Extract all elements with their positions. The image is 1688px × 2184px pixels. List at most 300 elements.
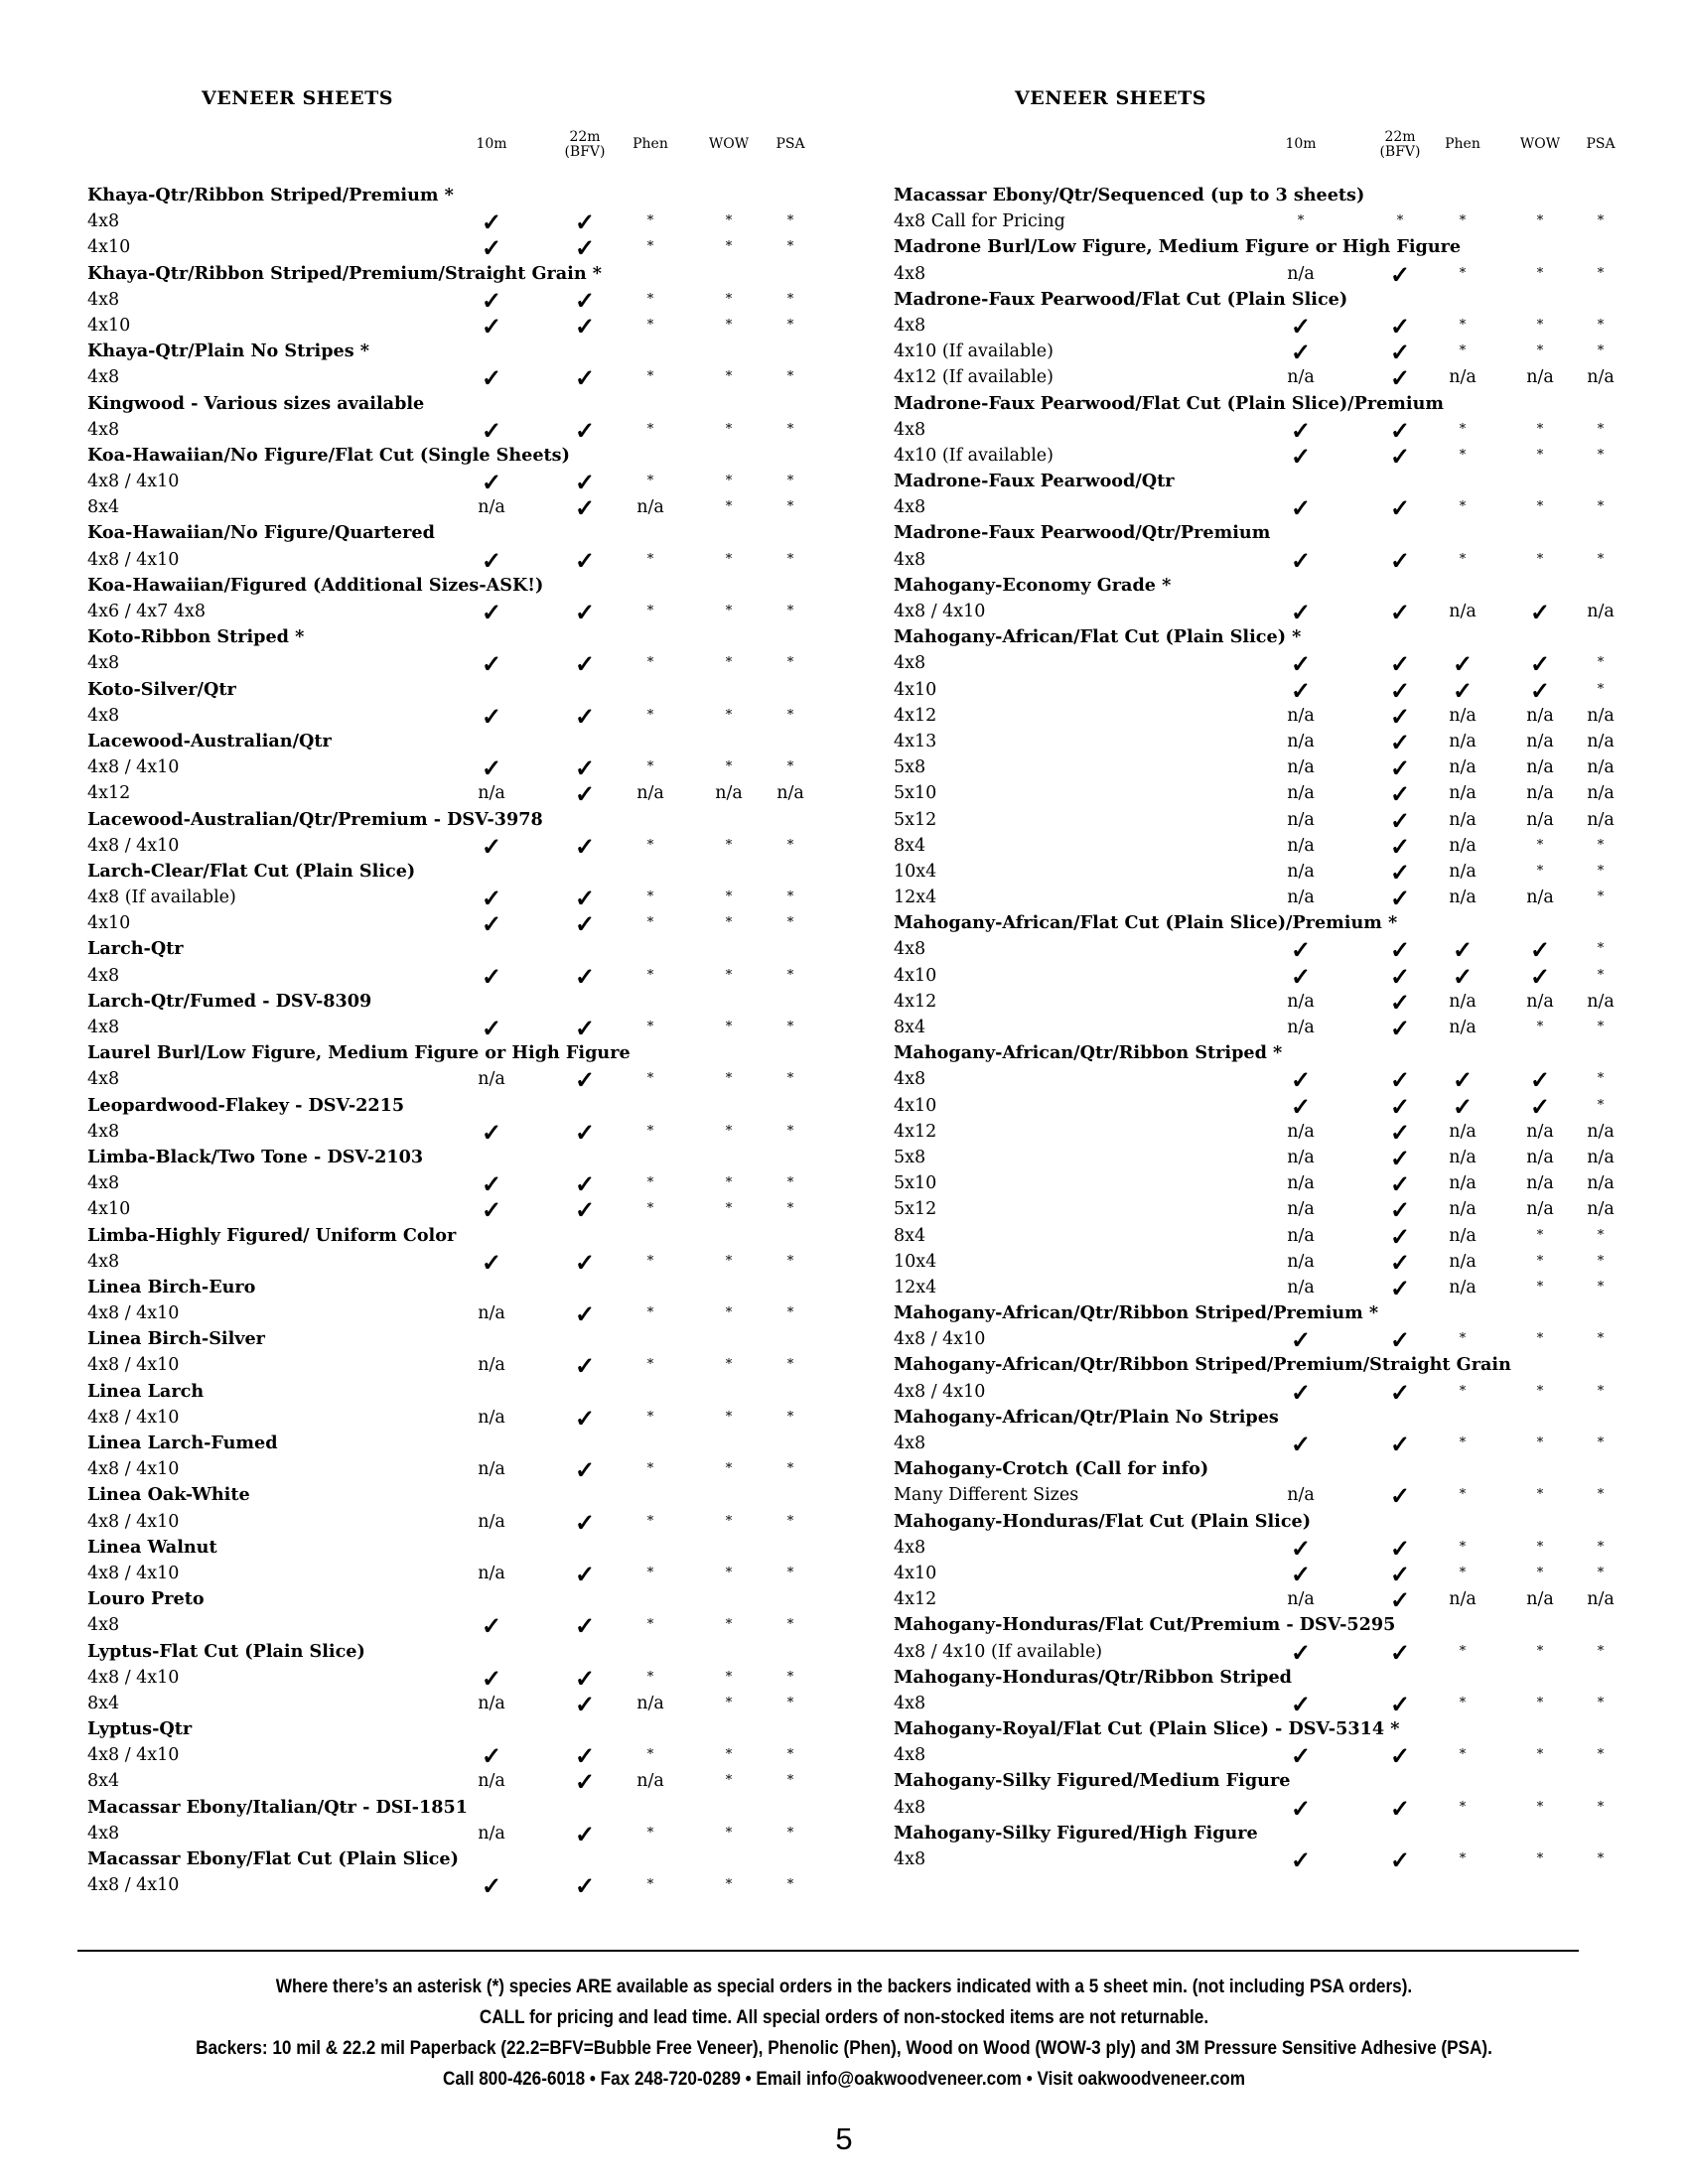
size-row — [894, 884, 1618, 913]
species-name: Linea Larch-Fumed — [87, 1433, 278, 1453]
size-label: 4x10 (If available) — [894, 341, 1054, 362]
cell-10m: n/a — [478, 1823, 505, 1843]
size-label: 4x8 — [87, 1615, 120, 1636]
cell-10m: ✓ — [481, 311, 502, 341]
cell-phen: * — [646, 1513, 654, 1529]
cell-10m: n/a — [1287, 887, 1315, 908]
size-label: 5x10 — [894, 783, 937, 804]
cell-22m-bfv: ✓ — [574, 1689, 596, 1718]
cell-10m: ✓ — [481, 831, 502, 861]
size-row — [894, 859, 1618, 885]
species-heading — [894, 234, 1618, 260]
species-name: Lacewood-Australian/Qtr — [87, 730, 332, 751]
species-heading — [87, 1223, 802, 1249]
cell-wow: * — [1536, 1799, 1544, 1815]
species-name: Khaya-Qtr/Ribbon Striped/Premium * — [87, 185, 454, 205]
cell-22m-bfv: ✓ — [574, 1819, 596, 1848]
cell-phen: * — [646, 837, 654, 853]
cell-phen: n/a — [1449, 1277, 1477, 1297]
species-name: Mahogany-African/Qtr/Plain No Stripes — [894, 1406, 1279, 1428]
size-label: 4x8 / 4x10 — [87, 1511, 180, 1532]
cell-phen: * — [646, 1357, 654, 1373]
cell-psa: * — [786, 317, 794, 333]
cell-phen: * — [646, 213, 654, 229]
cell-wow: n/a — [1526, 1173, 1554, 1194]
cell-psa: * — [1597, 447, 1605, 463]
cell-10m: n/a — [478, 1069, 505, 1090]
size-row — [894, 599, 1618, 624]
cell-phen: * — [646, 239, 654, 255]
cell-psa: n/a — [1587, 1121, 1615, 1142]
cell-psa: * — [786, 1020, 794, 1034]
size-label: 4x8 — [87, 705, 120, 726]
cell-phen: * — [646, 291, 654, 307]
cell-psa: * — [1597, 1279, 1605, 1295]
size-label: 4x8 / 4x10 — [87, 1407, 180, 1428]
cell-10m: n/a — [1287, 1277, 1315, 1297]
species-heading — [87, 807, 802, 833]
cell-22m-bfv: ✓ — [1389, 884, 1411, 913]
size-row — [894, 833, 1618, 859]
species-heading — [87, 1379, 802, 1405]
cell-wow: * — [725, 967, 733, 983]
cell-10m: n/a — [1287, 783, 1315, 804]
size-label: 5x10 — [894, 1173, 937, 1194]
cell-psa: * — [1597, 1643, 1605, 1659]
cell-22m-bfv: ✓ — [1389, 1585, 1411, 1615]
size-row — [894, 779, 1618, 809]
cell-wow: * — [725, 291, 733, 307]
size-row — [894, 1195, 1618, 1225]
cell-10m: ✓ — [1290, 1430, 1312, 1458]
cell-phen: * — [1459, 1643, 1467, 1659]
cell-wow: * — [725, 837, 733, 853]
size-row — [87, 703, 802, 729]
size-label: 4x8 — [87, 211, 120, 232]
cell-10m: ✓ — [481, 415, 502, 445]
cell-22m-bfv: ✓ — [574, 779, 596, 809]
header-text: (BFV) — [564, 144, 606, 160]
cell-wow: * — [1536, 1435, 1544, 1450]
species-name: Linea Walnut — [87, 1536, 217, 1558]
cell-phen: * — [1459, 1799, 1467, 1815]
cell-phen: n/a — [636, 1771, 664, 1792]
cell-10m: ✓ — [1290, 311, 1312, 341]
cell-psa: * — [1597, 1020, 1605, 1034]
size-label: 12x4 — [894, 1277, 937, 1297]
cell-phen: * — [646, 369, 654, 385]
size-label: 4x8 — [894, 1433, 926, 1453]
size-label: 4x8 — [894, 549, 926, 570]
size-label: 4x8 — [894, 419, 926, 440]
cell-22m-bfv: ✓ — [1389, 1689, 1411, 1718]
cell-10m: n/a — [1287, 1173, 1315, 1194]
cell-22m-bfv: ✓ — [574, 884, 596, 913]
cell-10m: ✓ — [1290, 1533, 1312, 1563]
size-row — [87, 1195, 802, 1225]
cell-wow: ✓ — [1529, 1091, 1551, 1121]
cell-10m: ✓ — [481, 598, 502, 626]
size-row — [894, 729, 1618, 754]
cell-wow: n/a — [1526, 1589, 1554, 1610]
cell-10m: n/a — [1287, 705, 1315, 726]
cell-22m-bfv: ✓ — [574, 753, 596, 783]
size-row — [87, 753, 802, 783]
cell-10m: ✓ — [481, 961, 502, 991]
cell-phen: * — [646, 1825, 654, 1841]
cell-wow: * — [725, 889, 733, 905]
cell-22m-bfv: ✓ — [1389, 961, 1411, 991]
cell-22m-bfv: ✓ — [574, 701, 596, 731]
cell-phen: * — [646, 317, 654, 333]
size-row — [894, 1093, 1618, 1119]
size-label: 4x13 — [894, 731, 937, 751]
cell-10m: ✓ — [481, 1014, 502, 1042]
cell-phen: ✓ — [1452, 935, 1474, 965]
cell-10m: n/a — [478, 1771, 505, 1792]
cell-wow: * — [1536, 551, 1544, 567]
species-heading — [87, 1275, 802, 1300]
cell-psa: * — [786, 1565, 794, 1580]
cell-22m-bfv: ✓ — [574, 468, 596, 497]
species-heading — [87, 1639, 802, 1665]
size-label: 4x8 — [87, 289, 120, 310]
cell-phen: * — [646, 1617, 654, 1633]
size-label: 4x8 / 4x10 — [87, 1355, 180, 1376]
species-name: Linea Oak-White — [87, 1484, 250, 1506]
size-row — [894, 753, 1618, 783]
species-name: Khaya-Qtr/Ribbon Striped/Premium/Straight Grain * — [87, 262, 602, 284]
size-row — [87, 233, 802, 263]
size-row — [894, 677, 1618, 703]
cell-22m-bfv: ✓ — [1389, 1091, 1411, 1121]
size-label: 4x8 / 4x10 — [87, 757, 180, 778]
size-row — [87, 1509, 802, 1535]
size-label: 4x8 / 4x10 — [894, 1381, 986, 1402]
cell-psa: * — [1597, 265, 1605, 281]
cell-wow: * — [1536, 1227, 1544, 1243]
size-label: 4x10 — [87, 237, 131, 258]
species-heading — [87, 1586, 802, 1612]
cell-22m-bfv: ✓ — [574, 1767, 596, 1797]
species-name: Madrone-Faux Pearwood/Qtr/Premium — [894, 522, 1271, 544]
cell-phen: * — [646, 1253, 654, 1269]
header-text: PSA — [775, 136, 805, 152]
species-name: Leopardwood-Flakey - DSV-2215 — [87, 1094, 405, 1116]
cell-psa: * — [1597, 837, 1605, 853]
size-label: 4x8 / 4x10 — [87, 549, 180, 570]
species-heading — [894, 469, 1618, 494]
cell-22m-bfv: ✓ — [1389, 1741, 1411, 1771]
cell-psa: n/a — [1587, 1173, 1615, 1194]
cell-phen: n/a — [1449, 1251, 1477, 1272]
footer-asterisk-note: Where there’s an asterisk (*) species ARE available as special orders in the backers indicated with a 5 sheet min. (not including PSA orders). — [275, 1976, 1413, 1997]
cell-wow: * — [1536, 1279, 1544, 1295]
cell-psa: * — [786, 967, 794, 983]
cell-10m: ✓ — [481, 1871, 502, 1901]
cell-phen: n/a — [1449, 1589, 1477, 1610]
cell-phen: * — [1459, 213, 1467, 229]
cell-10m: ✓ — [481, 207, 502, 237]
species-heading — [894, 1716, 1618, 1742]
cell-phen: * — [1459, 1565, 1467, 1580]
cell-wow: n/a — [1526, 1199, 1554, 1220]
cell-10m: ✓ — [1290, 598, 1312, 626]
species-name: Linea Larch — [87, 1380, 205, 1402]
size-row — [894, 261, 1618, 287]
species-heading — [894, 1821, 1618, 1846]
cell-22m-bfv: ✓ — [1389, 1377, 1411, 1407]
size-label: 4x12 — [894, 991, 937, 1012]
size-label: 10x4 — [894, 1251, 937, 1272]
size-label: 4x8 / 4x10 (If available) — [894, 1641, 1103, 1662]
cell-22m-bfv: * — [1396, 213, 1404, 229]
species-heading — [894, 391, 1618, 417]
cell-22m-bfv: ✓ — [574, 1299, 596, 1329]
species-heading — [894, 1352, 1618, 1378]
page-number: 5 — [835, 2121, 853, 2156]
cell-wow: * — [1536, 447, 1544, 463]
species-name: Kingwood - Various sizes available — [87, 392, 425, 414]
cell-psa: * — [786, 421, 794, 437]
cell-22m-bfv: ✓ — [1389, 1065, 1411, 1095]
cell-psa: n/a — [1587, 731, 1615, 751]
size-label: 4x8 — [894, 1797, 926, 1818]
cell-phen: * — [1459, 499, 1467, 515]
size-row — [894, 1223, 1618, 1249]
cell-psa: n/a — [1587, 1199, 1615, 1220]
cell-22m-bfv: ✓ — [574, 1117, 596, 1147]
size-label: 4x8 — [894, 653, 926, 674]
size-label: 5x12 — [894, 809, 937, 830]
size-label: 8x4 — [894, 1225, 926, 1246]
size-row — [87, 909, 802, 939]
size-row — [87, 1249, 802, 1275]
species-name: Louro Preto — [87, 1588, 205, 1610]
cell-phen: * — [646, 1877, 654, 1893]
cell-22m-bfv: ✓ — [1389, 1533, 1411, 1563]
cell-22m-bfv: ✓ — [574, 311, 596, 341]
cell-phen: n/a — [1449, 835, 1477, 856]
cell-22m-bfv: ✓ — [1389, 338, 1411, 367]
size-label: 4x8 / 4x10 — [87, 835, 180, 856]
cell-phen: * — [1459, 421, 1467, 437]
cell-phen: * — [1459, 343, 1467, 359]
cell-wow: * — [1536, 343, 1544, 359]
footer-contact-line: Call 800-426-6018 • Fax 248-720-0289 • Email info@oakwoodveneer.com • Visit oakwoodveneer.com — [443, 2068, 1245, 2090]
cell-phen: * — [646, 1123, 654, 1139]
cell-psa: * — [1597, 1435, 1605, 1450]
species-heading — [87, 1145, 802, 1170]
cell-wow: * — [1536, 863, 1544, 879]
size-row — [894, 363, 1618, 393]
cell-phen: * — [646, 1565, 654, 1580]
cell-wow: * — [725, 1617, 733, 1633]
cell-phen: * — [646, 1747, 654, 1763]
cell-phen: * — [646, 604, 654, 618]
size-label: 4x10 — [87, 913, 131, 934]
size-row — [87, 779, 804, 809]
species-heading — [87, 1846, 802, 1872]
size-label: 4x8 — [87, 419, 120, 440]
cell-psa: n/a — [776, 783, 804, 804]
cell-psa: n/a — [1587, 1147, 1615, 1167]
size-row — [87, 313, 802, 339]
cell-wow: * — [725, 1253, 733, 1269]
cell-psa: * — [1597, 1747, 1605, 1763]
cell-phen: * — [646, 655, 654, 671]
species-name: Koto-Ribbon Striped * — [87, 626, 305, 648]
cell-wow: n/a — [1526, 991, 1554, 1012]
cell-22m-bfv: ✓ — [1389, 1793, 1411, 1823]
cell-10m: ✓ — [481, 753, 502, 783]
cell-psa: * — [786, 707, 794, 723]
cell-psa: * — [1597, 1383, 1605, 1399]
cell-psa: * — [1597, 1539, 1605, 1555]
size-label: 8x4 — [87, 1771, 120, 1792]
cell-10m: n/a — [478, 1303, 505, 1324]
cell-psa: * — [1597, 499, 1605, 515]
header-psa — [1556, 137, 1645, 152]
cell-22m-bfv: ✓ — [1389, 1845, 1411, 1874]
size-row — [894, 338, 1618, 367]
cell-psa: * — [786, 837, 794, 853]
cell-22m-bfv: ✓ — [574, 1065, 596, 1095]
cell-wow: ✓ — [1529, 1065, 1551, 1095]
species-heading — [894, 573, 1618, 599]
size-row — [87, 207, 802, 237]
cell-22m-bfv: ✓ — [1389, 935, 1411, 965]
species-heading — [87, 183, 802, 208]
cell-22m-bfv: ✓ — [574, 1014, 596, 1042]
size-row — [894, 935, 1618, 965]
species-name: Khaya-Qtr/Plain No Stripes * — [87, 341, 369, 362]
cell-phen: n/a — [1449, 1147, 1477, 1167]
cell-22m-bfv: ✓ — [574, 1611, 596, 1641]
cell-22m-bfv: ✓ — [1389, 1430, 1411, 1458]
cell-phen: * — [646, 1071, 654, 1087]
species-name: Mahogany-Silky Figured/Medium Figure — [894, 1770, 1291, 1792]
cell-10m: ✓ — [1290, 935, 1312, 965]
cell-phen: * — [646, 707, 654, 723]
size-row — [894, 1169, 1618, 1199]
cell-10m: ✓ — [481, 468, 502, 497]
size-label: 4x10 — [894, 965, 937, 986]
species-heading — [87, 1795, 802, 1821]
cell-22m-bfv: ✓ — [1389, 1273, 1411, 1302]
cell-wow: * — [1536, 1747, 1544, 1763]
header-text: 22m — [569, 129, 601, 145]
cell-wow: n/a — [1526, 809, 1554, 830]
species-name: Mahogany-African/Flat Cut (Plain Slice) * — [894, 626, 1302, 648]
size-row — [894, 443, 1618, 469]
cell-10m: n/a — [1287, 1199, 1315, 1220]
size-label: 4x12 — [894, 1121, 937, 1142]
cell-wow: * — [725, 655, 733, 671]
species-name: Mahogany-African/Qtr/Ribbon Striped/Premium * — [894, 1302, 1379, 1324]
cell-psa: n/a — [1587, 991, 1615, 1012]
cell-wow: n/a — [1526, 757, 1554, 778]
cell-22m-bfv: ✓ — [1389, 1014, 1411, 1042]
cell-10m: ✓ — [481, 1611, 502, 1641]
cell-10m: ✓ — [1290, 1793, 1312, 1823]
cell-wow: * — [725, 1357, 733, 1373]
cell-10m: ✓ — [481, 909, 502, 939]
size-label: 4x8 Call for Pricing — [894, 211, 1065, 232]
cell-phen: * — [646, 1461, 654, 1477]
size-row — [894, 1379, 1618, 1405]
cell-wow: * — [725, 474, 733, 489]
cell-phen: * — [1459, 1539, 1467, 1555]
cell-wow: * — [1536, 1851, 1544, 1866]
species-name: Mahogany-Royal/Flat Cut (Plain Slice) - DSV-5314 * — [894, 1718, 1400, 1740]
size-row — [87, 363, 802, 393]
cell-psa: * — [786, 1123, 794, 1139]
size-row — [894, 1481, 1618, 1511]
cell-psa: * — [1597, 213, 1605, 229]
size-row — [894, 1015, 1618, 1040]
cell-wow: * — [725, 1305, 733, 1321]
cell-10m: ✓ — [481, 1663, 502, 1693]
cell-wow: n/a — [1526, 887, 1554, 908]
size-row — [894, 1585, 1618, 1615]
species-heading — [87, 443, 802, 469]
cell-psa: * — [786, 499, 794, 515]
species-name: Koa-Hawaiian/No Figure/Quartered — [87, 522, 435, 544]
cell-22m-bfv: ✓ — [574, 493, 596, 523]
cell-22m-bfv: ✓ — [1389, 779, 1411, 809]
species-heading — [894, 287, 1618, 313]
size-row — [87, 963, 802, 989]
cell-phen: * — [646, 915, 654, 931]
species-name: Mahogany-Honduras/Flat Cut/Premium - DSV-5295 — [894, 1614, 1396, 1636]
cell-wow: * — [1536, 1565, 1544, 1580]
species-name: Mahogany-Economy Grade * — [894, 574, 1172, 596]
cell-wow: * — [1536, 1383, 1544, 1399]
species-heading — [894, 1040, 1618, 1066]
cell-wow: * — [1536, 1487, 1544, 1503]
cell-22m-bfv: ✓ — [574, 1247, 596, 1277]
cell-10m: ✓ — [481, 1117, 502, 1147]
cell-wow: ✓ — [1529, 598, 1551, 626]
size-label: 4x8 — [894, 1745, 926, 1766]
species-heading — [894, 1509, 1618, 1535]
size-row — [894, 1249, 1618, 1275]
species-name: Koto-Silver/Qtr — [87, 678, 236, 700]
cell-22m-bfv: ✓ — [574, 285, 596, 315]
cell-wow: * — [725, 1695, 733, 1710]
footer-special-order-note: CALL for pricing and lead time. All special orders of non-stocked items are not returnable. — [479, 2006, 1209, 2028]
size-label: 8x4 — [894, 835, 926, 856]
cell-psa: * — [786, 1409, 794, 1425]
cell-10m: ✓ — [481, 1247, 502, 1277]
cell-10m: ✓ — [1290, 649, 1312, 679]
cell-phen: * — [646, 1175, 654, 1191]
cell-22m-bfv: ✓ — [574, 415, 596, 445]
cell-22m-bfv: ✓ — [574, 1663, 596, 1693]
species-name: Limba-Highly Figured/ Uniform Color — [87, 1224, 457, 1246]
cell-phen: * — [646, 1669, 654, 1685]
veneer-list — [894, 183, 1618, 1872]
footer-notes — [101, 1972, 1587, 2095]
cell-phen: n/a — [1449, 1121, 1477, 1142]
species-name: Mahogany-African/Flat Cut (Plain Slice)/Premium * — [894, 912, 1398, 934]
species-heading — [87, 1716, 802, 1742]
size-row — [87, 1455, 802, 1485]
size-row — [87, 1169, 802, 1199]
size-label: 4x8 / 4x10 — [87, 1303, 180, 1324]
cell-wow: ✓ — [1529, 961, 1551, 991]
